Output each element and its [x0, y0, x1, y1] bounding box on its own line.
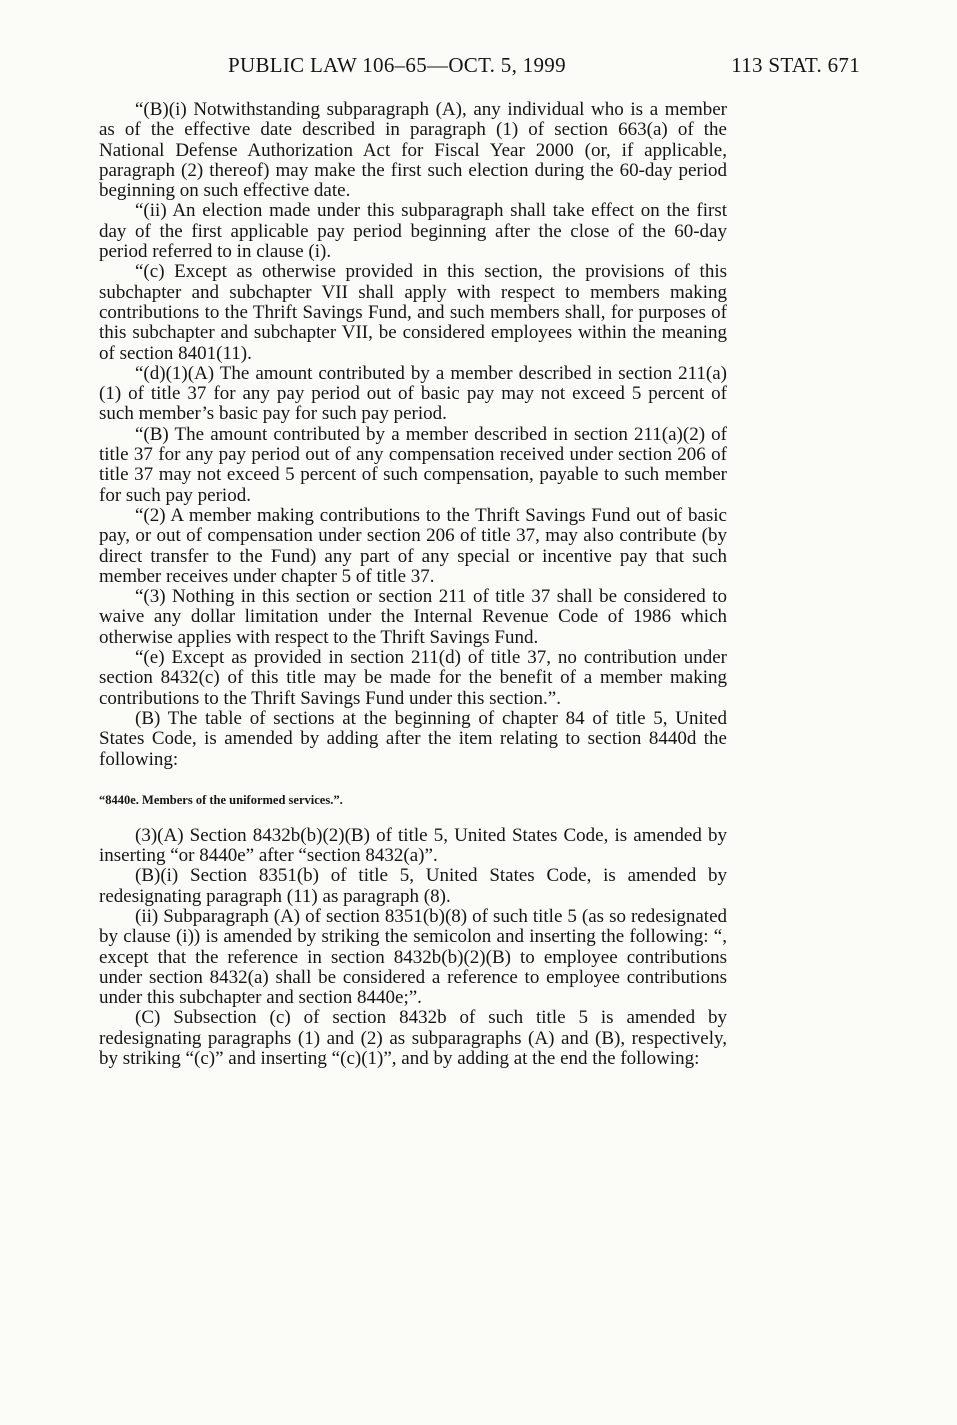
header-page-number: 113 STAT. 671: [731, 53, 860, 77]
paragraph: “(B) The amount contributed by a member described in section 211(a)(2) of title 37 for any pay period out of any compensation received under section 206 of title 37 may not exceed 5 percent of such compensation, payable to such member for such pay period.: [99, 423, 727, 506]
paragraph: “(c) Except as otherwise provided in this section, the provisions of this subchapter and subchapter VII shall apply with respect to members making contributions to the Thrift Savings Fund, and such members shall, for purposes of this subchapter and subchapter VII, be considered employees within the meaning of section 8401(11).: [99, 261, 727, 364]
paragraph: “(3) Nothing in this section or section 211 of title 37 shall be considered to waive any dollar limitation under the Internal Revenue Code of 1986 which otherwise applies with respect to the Thrift Savings Fund.: [99, 586, 727, 648]
paragraph: “(B)(i) Notwithstanding subparagraph (A), any individual who is a member as of the effective date described in paragraph (1) of section 663(a) of the National Defense Authorization Act for Fiscal Year 2000 (or, if applicable, paragraph (2) thereof) may make the first such election during the 60-day period beginning on such effective date.: [99, 99, 727, 202]
paragraph: (ii) Subparagraph (A) of section 8351(b)(8) of such title 5 (as so redesignated by clause (i)) is amended by striking the semicolon and inserting the following: “, except that the reference in section 8432b(b)(2)(B) to employee contributions under section 8432(a) shall be considered a reference to employee contributions under this subchapter and section 8440e;”.: [99, 905, 727, 1009]
page-header: [228, 50, 860, 80]
paragraph: “(ii) An election made under this subparagraph shall take effect on the first day of the first applicable pay period beginning after the close of the 60-day period referred to in clause (i).: [99, 200, 727, 263]
paragraph: (B) The table of sections at the beginning of chapter 84 of title 5, United States Code, is amended by adding after the item relating to section 8440d the following:: [99, 707, 727, 770]
header-citation: PUBLIC LAW 106–65—OCT. 5, 1999: [228, 53, 566, 77]
body-text: [99, 100, 727, 1069]
table-of-sections-entry: “8440e. Members of the uniformed services.”.: [99, 792, 343, 807]
paragraph: “(d)(1)(A) The amount contributed by a member described in section 211(a)(1) of title 37 for any pay period out of basic pay may not exceed 5 percent of such member’s basic pay for such pay period.: [99, 362, 727, 425]
paragraph: (C) Subsection (c) of section 8432b of such title 5 is amended by redesignating paragraphs (1) and (2) as subparagraphs (A) and (B), respectively, by striking “(c)” and inserting “(c)(1)”, and by adding at the end the following:: [99, 1007, 727, 1070]
paragraph: “(e) Except as provided in section 211(d) of title 37, no contribution under section 8432(c) of this title may be made for the benefit of a member making contributions to the Thrift Savings Fund under this section.”.: [99, 647, 727, 709]
paragraph: “(2) A member making contributions to the Thrift Savings Fund out of basic pay, or out of compensation under section 206 of title 37, may also contribute (by direct transfer to the Fund) any part of any special or incentive pay that such member receives under chapter 5 of title 37.: [99, 504, 727, 587]
paragraph: (3)(A) Section 8432b(b)(2)(B) of title 5, United States Code, is amended by inserting “or 8440e” after “section 8432(a)”.: [99, 824, 727, 867]
paragraph: (B)(i) Section 8351(b) of title 5, United States Code, is amended by redesignating paragraph (11) as paragraph (8).: [99, 865, 727, 907]
